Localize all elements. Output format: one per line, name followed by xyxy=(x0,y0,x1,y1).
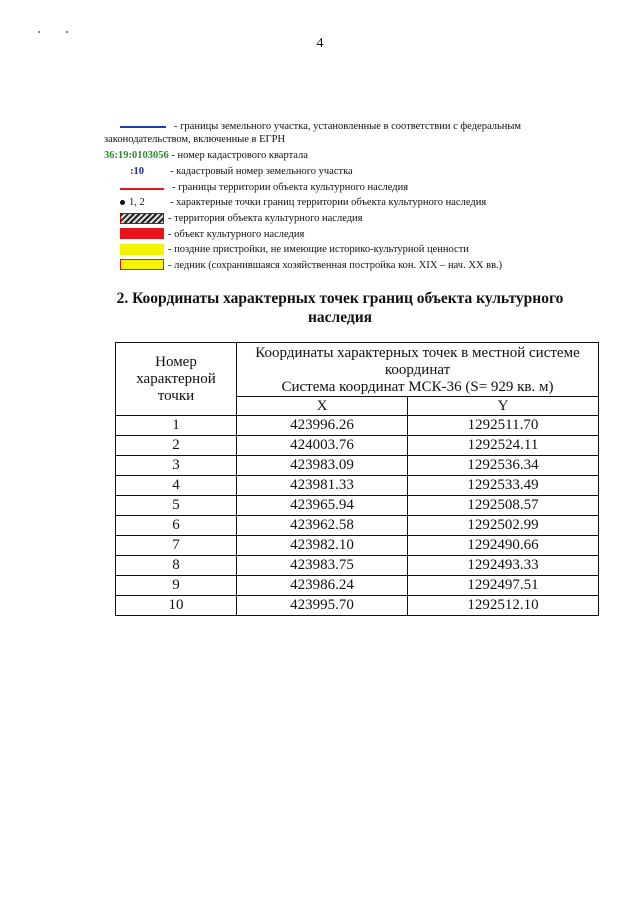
red-boundary-line-icon xyxy=(120,188,164,190)
point-marker-icon xyxy=(120,200,125,205)
legend-text-characteristic-points: - характерные точки границ территории объекта культурного наследия xyxy=(170,197,487,208)
legend-text-parcel-number: - кадастровый номер земельного участка xyxy=(170,166,353,177)
ice-house-icon xyxy=(120,259,164,270)
legend-text-parcel-boundary-continued: законодательством, включенные в ЕГРН xyxy=(104,134,286,145)
blue-boundary-line-icon xyxy=(120,126,166,128)
legend-text-heritage-territory: - территория объекта культурного наследия xyxy=(168,213,363,224)
point-number-header: Номер характерной точки xyxy=(116,343,237,416)
table-row: 2 424003.76 1292524.11 xyxy=(116,436,599,456)
table-row: 6 423962.58 1292502.99 xyxy=(116,516,599,536)
coordinates-table xyxy=(115,342,599,616)
legend-text-heritage-object: - объект культурного наследия xyxy=(168,229,305,240)
section-title-line-2: наследия xyxy=(307,309,373,326)
table-row: 8 423983.75 1292493.33 xyxy=(116,556,599,576)
y-column-header: Y xyxy=(408,397,599,416)
legend-text-heritage-boundary: - границы территории объекта культурного наследия xyxy=(172,182,409,193)
cadastral-quarter-code: 36:19:0103056 xyxy=(104,150,169,161)
table-row: 3 423983.09 1292536.34 xyxy=(116,456,599,476)
table-row: 1 423996.26 1292511.70 xyxy=(116,416,599,436)
table-row: 7 423982.10 1292490.66 xyxy=(116,536,599,556)
coordinate-system-header: Координаты характерных точек в местной системе координат Система координат МСК-36 (S= 929 кв. м) xyxy=(237,343,599,397)
heritage-object-icon xyxy=(120,228,164,239)
legend-text-parcel-boundary: - границы земельного участка, установленные в соответствии с федеральным xyxy=(174,121,522,132)
point-marker-code: 1, 2 xyxy=(129,197,145,208)
scan-dot xyxy=(66,31,68,33)
late-extension-icon xyxy=(120,244,164,255)
page-number: 4 xyxy=(316,36,324,51)
legend-text-cadastral-quarter: - номер кадастрового квартала xyxy=(171,150,308,161)
hatched-territory-icon xyxy=(120,213,164,224)
table-row: 10 423995.70 1292512.10 xyxy=(116,596,599,616)
table-row: 4 423981.33 1292533.49 xyxy=(116,476,599,496)
scan-dot xyxy=(38,31,40,33)
x-column-header: X xyxy=(237,397,408,416)
section-title-line-1: 2. Координаты характерных точек границ объекта культурного xyxy=(116,290,564,307)
table-row: 5 423965.94 1292508.57 xyxy=(116,496,599,516)
section-title xyxy=(100,289,580,327)
legend-text-ice-house: - ледник (сохранившаяся хозяйственная постройка кон. XIX – нач. XX вв.) xyxy=(168,260,503,271)
table-row: 9 423986.24 1292497.51 xyxy=(116,576,599,596)
legend-row-points xyxy=(120,196,145,209)
cadastral-parcel-code: :10 xyxy=(130,166,144,177)
legend-row-cadastral-quarter xyxy=(104,149,308,162)
legend-text-late-extensions: - поздние пристройки, не имеющие историко-культурной ценности xyxy=(168,244,469,255)
